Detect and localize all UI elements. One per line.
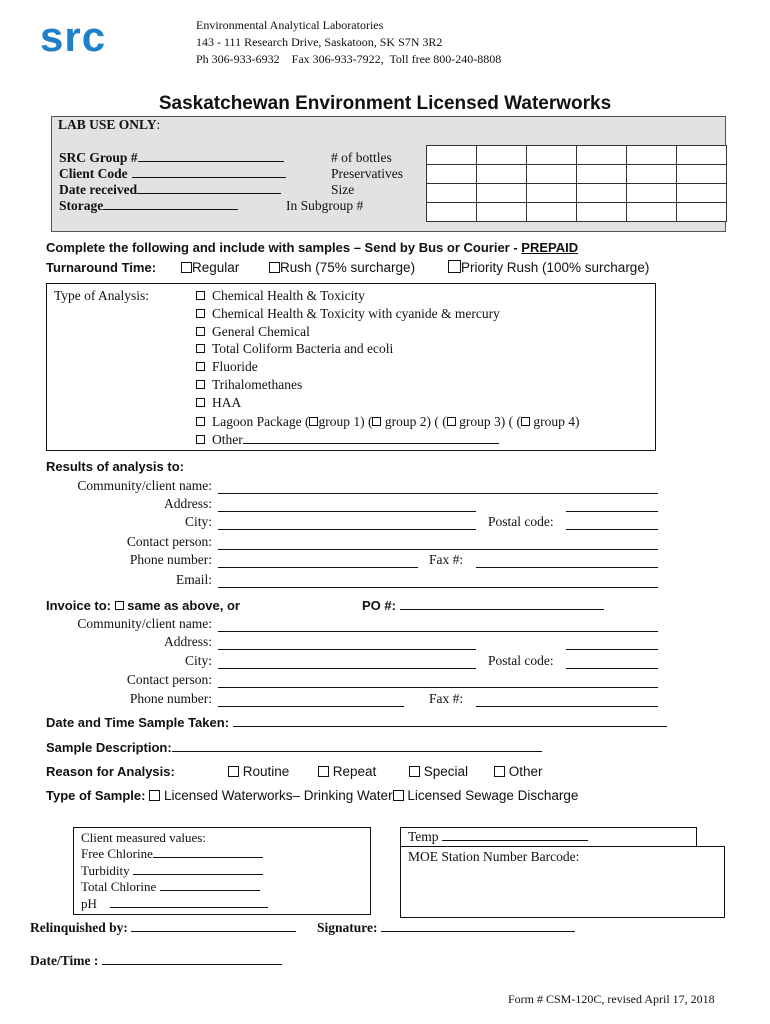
- grid-cell[interactable]: [677, 203, 727, 222]
- grid-cell[interactable]: [627, 165, 677, 184]
- storage-field[interactable]: Storage: [59, 198, 238, 214]
- results-city-line[interactable]: [218, 529, 476, 530]
- priority-option[interactable]: Priority Rush (100% surcharge): [448, 260, 649, 275]
- analysis-item[interactable]: [196, 377, 302, 393]
- results-address-line2[interactable]: [566, 511, 658, 512]
- results-heading: Results of analysis to:: [46, 459, 184, 474]
- po-field[interactable]: PO #:: [362, 598, 604, 613]
- special-option[interactable]: Special: [409, 764, 468, 779]
- grid-cell[interactable]: [427, 146, 477, 165]
- form-number: Form # CSM-120C, revised April 17, 2018: [508, 992, 715, 1006]
- analysis-item-label: Chemical Health & Toxicity: [212, 288, 365, 303]
- moe-label: MOE Station Number Barcode:: [408, 849, 580, 864]
- date-received-field[interactable]: Date received: [59, 182, 281, 198]
- total-chlorine-field[interactable]: Total Chlorine: [81, 879, 260, 895]
- lagoon-checkbox[interactable]: [196, 417, 205, 426]
- analysis-item-lagoon[interactable]: Lagoon Package ( group 1) ( group 2) ( ( group 3) ( ( group 4): [196, 414, 579, 430]
- analysis-checkbox[interactable]: [196, 291, 205, 300]
- temp-field[interactable]: Temp: [408, 829, 588, 845]
- grid-cell[interactable]: [427, 203, 477, 222]
- analysis-checkbox[interactable]: [196, 398, 205, 407]
- grid-cell[interactable]: [577, 146, 627, 165]
- grid-cell[interactable]: [527, 203, 577, 222]
- src-group-field[interactable]: SRC Group #: [59, 150, 284, 166]
- preservatives-label: Preservatives: [331, 166, 403, 181]
- bottles-label: # of bottles: [331, 150, 392, 165]
- other-reason-checkbox[interactable]: [494, 766, 505, 777]
- repeat-option[interactable]: Repeat: [318, 764, 376, 779]
- reason-label: Reason for Analysis:: [46, 764, 175, 779]
- grid-cell[interactable]: [577, 184, 627, 203]
- analysis-item-label: General Chemical: [212, 323, 310, 339]
- regular-option[interactable]: Regular: [181, 260, 239, 275]
- invoice-postal-line[interactable]: [566, 668, 658, 669]
- grid-cell[interactable]: [577, 203, 627, 222]
- turbidity-field[interactable]: Turbidity: [81, 863, 263, 879]
- invoice-fax-line[interactable]: [476, 706, 658, 707]
- grid-cell[interactable]: [477, 165, 527, 184]
- signature-field[interactable]: Signature:: [317, 920, 575, 936]
- grid-cell[interactable]: [477, 203, 527, 222]
- date-time-sample-field[interactable]: Date and Time Sample Taken:: [46, 715, 667, 730]
- sample-description-field[interactable]: Sample Description:: [46, 740, 542, 755]
- results-fax-label: Fax #:: [429, 552, 464, 567]
- invoice-heading: Invoice to: same as above, or: [46, 598, 240, 613]
- results-phone-label: Phone number:: [129, 552, 212, 567]
- analysis-checkbox[interactable]: [196, 309, 205, 318]
- results-contact-line[interactable]: [218, 549, 658, 550]
- grid-cell[interactable]: [527, 146, 577, 165]
- analysis-item-other[interactable]: Other: [196, 432, 499, 448]
- analysis-item-label: Fluoride: [212, 359, 258, 375]
- page-title: Saskatchewan Environment Licensed Waterworks: [158, 93, 612, 114]
- analysis-checkbox[interactable]: [196, 380, 205, 389]
- results-address-label: Address:: [164, 496, 212, 511]
- results-community-line[interactable]: [218, 493, 658, 494]
- invoice-address-line2[interactable]: [566, 649, 658, 650]
- sample-type-row: Type of Sample: Licensed Waterworks– Drinking Water Licensed Sewage Discharge: [46, 788, 579, 803]
- analysis-item[interactable]: [196, 324, 310, 340]
- invoice-contact-line[interactable]: [218, 687, 658, 688]
- results-address-line[interactable]: [218, 511, 476, 512]
- special-checkbox[interactable]: [409, 766, 420, 777]
- invoice-phone-label: Phone number:: [129, 691, 212, 706]
- invoice-phone-line[interactable]: [218, 706, 404, 707]
- rush-option[interactable]: Rush (75% surcharge): [269, 260, 415, 275]
- analysis-item-label: Total Coliform Bacteria and ecoli: [212, 341, 394, 357]
- grid-cell[interactable]: [627, 184, 677, 203]
- grid-cell[interactable]: [677, 165, 727, 184]
- results-contact-label: Contact person:: [126, 534, 212, 549]
- analysis-label: Type of Analysis:: [54, 288, 150, 303]
- lagoon-group3-checkbox[interactable]: [447, 417, 456, 426]
- analysis-checkbox[interactable]: [196, 344, 205, 353]
- instructions-text: Complete the following and include with samples – Send by Bus or Courier - PREPAID: [46, 240, 579, 255]
- grid-cell[interactable]: [427, 184, 477, 203]
- analysis-item[interactable]: [196, 288, 365, 304]
- results-city-label: City:: [184, 514, 212, 529]
- other-analysis-checkbox[interactable]: [196, 435, 205, 444]
- results-postal-line[interactable]: [566, 529, 658, 530]
- results-email-label: Email:: [176, 572, 212, 587]
- routine-option[interactable]: Routine: [228, 764, 289, 779]
- lab-name: Environmental Analytical Laboratories: [196, 18, 384, 32]
- lagoon-group4-checkbox[interactable]: [521, 417, 530, 426]
- grid-cell[interactable]: [577, 165, 627, 184]
- lab-phone: Ph 306-933-6932 Fax 306-933-7922, Toll free 800-240-8808: [196, 52, 502, 66]
- size-label: Size: [331, 182, 355, 197]
- analysis-checkbox[interactable]: [196, 362, 205, 371]
- analysis-item[interactable]: [196, 306, 500, 322]
- subgroup-label: In Subgroup #: [286, 198, 364, 213]
- client-values-heading: Client measured values:: [81, 830, 206, 845]
- turnaround-label: Turnaround Time:: [46, 260, 157, 275]
- analysis-checkbox[interactable]: [196, 327, 205, 336]
- analysis-item-label: HAA: [212, 394, 242, 410]
- invoice-city-line[interactable]: [218, 668, 476, 669]
- analysis-item[interactable]: [196, 359, 258, 375]
- same-as-above-checkbox[interactable]: [115, 601, 124, 610]
- grid-cell[interactable]: [427, 165, 477, 184]
- invoice-community-line[interactable]: [218, 631, 658, 632]
- analysis-item[interactable]: [196, 341, 393, 357]
- results-phone-line[interactable]: [218, 567, 418, 568]
- regular-checkbox[interactable]: [181, 262, 192, 273]
- licensed-waterworks-checkbox[interactable]: [149, 790, 160, 801]
- analysis-item[interactable]: [196, 395, 241, 411]
- results-email-line[interactable]: [218, 587, 658, 588]
- invoice-city-label: City:: [184, 653, 212, 668]
- routine-checkbox[interactable]: [228, 766, 239, 777]
- invoice-fax-label: Fax #:: [429, 691, 464, 706]
- free-chlorine-field[interactable]: Free Chlorine: [81, 846, 263, 862]
- priority-checkbox[interactable]: [448, 260, 461, 273]
- invoice-contact-label: Contact person:: [126, 672, 212, 687]
- invoice-community-label: Community/client name:: [77, 616, 212, 631]
- grid-cell[interactable]: [627, 146, 677, 165]
- results-fax-line[interactable]: [476, 567, 658, 568]
- client-code-field[interactable]: Client Code: [59, 166, 286, 182]
- analysis-item-label: Chemical Health & Toxicity with cyanide & mercury: [212, 305, 500, 321]
- analysis-item-label: Trihalomethanes: [212, 377, 303, 392]
- lab-grid: [426, 145, 727, 222]
- lab-address: 143 - 111 Research Drive, Saskatoon, SK S7N 3R2: [196, 35, 443, 49]
- rush-checkbox[interactable]: [269, 262, 280, 273]
- sewage-checkbox[interactable]: [393, 790, 404, 801]
- grid-cell[interactable]: [477, 146, 527, 165]
- results-community-label: Community/client name:: [77, 478, 212, 493]
- repeat-checkbox[interactable]: [318, 766, 329, 777]
- relinquished-field[interactable]: Relinquished by:: [30, 920, 296, 936]
- other-reason-option[interactable]: Other: [494, 764, 543, 779]
- grid-cell[interactable]: [527, 184, 577, 203]
- src-logo: src: [40, 13, 107, 60]
- invoice-address-line[interactable]: [218, 649, 476, 650]
- grid-cell[interactable]: [527, 165, 577, 184]
- invoice-address-label: Address:: [164, 634, 212, 649]
- lab-use-heading: LAB USE ONLY:: [58, 117, 161, 132]
- grid-cell[interactable]: [677, 146, 727, 165]
- invoice-postal-label: Postal code:: [488, 653, 554, 668]
- ph-field[interactable]: pH: [81, 896, 268, 912]
- grid-cell[interactable]: [627, 203, 677, 222]
- grid-cell[interactable]: [677, 184, 727, 203]
- date-time-field[interactable]: Date/Time :: [30, 953, 282, 969]
- grid-cell[interactable]: [477, 184, 527, 203]
- results-postal-label: Postal code:: [488, 514, 554, 529]
